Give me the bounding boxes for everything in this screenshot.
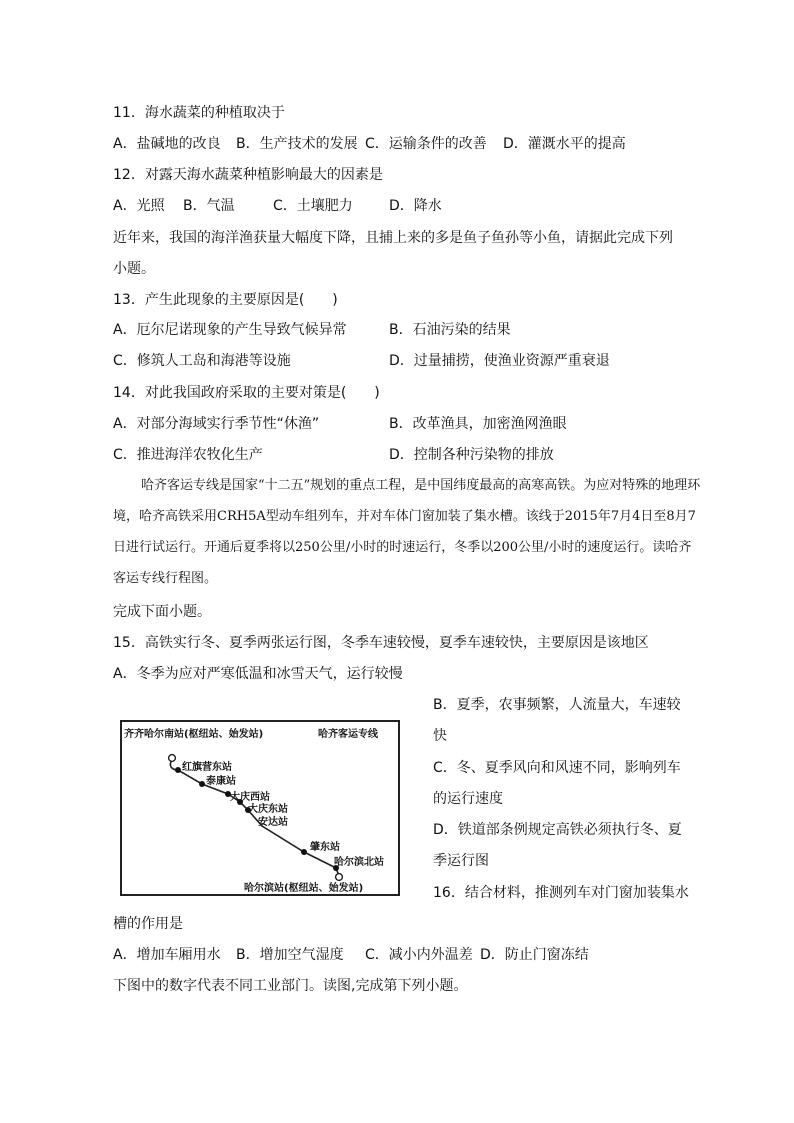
station-marker-taikang — [199, 781, 205, 787]
q12-option-d: D．降水 — [389, 198, 442, 214]
q16-option-a: A．增加车厢用水 — [113, 947, 221, 963]
passage-rail: 哈齐客运专线是国家“十二五”规划的重点工程，是中国纬度最高的高寒高铁。为应对特殊的地理环境，哈齐高铁采用CRH5A型动车组列车，并对车体门窗加装了集水槽。该线于2015年7月4日至8月7日进行试运行。开通后夏季将以250公里/小时的时速运行，冬季以200公里/小时的速度运行。读哈齐客运专线行程图。 — [113, 478, 701, 586]
station-label-hongqiyingdong: 红旗营东站 — [182, 762, 232, 773]
q12-stem: 12．对露天海水蔬菜种植影响最大的因素是 — [113, 167, 383, 183]
q14-stem: 14．对此我国政府采取的主要对策是( ) — [113, 385, 380, 401]
q12-option-c: C．土壤肥力 — [273, 198, 353, 214]
rail-route-map — [120, 720, 400, 896]
q11-stem: 11．海水蔬菜的种植取决于 — [113, 105, 285, 121]
passage-fishery-line1: 近年来，我国的海洋渔获量大幅度下降，且捕上来的多是鱼子鱼孙等小鱼，请据此完成下列 — [113, 230, 673, 246]
station-marker-hongqiyingdong — [175, 767, 181, 773]
station-label-zhaodong: 肇东站 — [310, 842, 340, 853]
q15-option-b-cont: 快 — [433, 728, 447, 744]
q15-option-a: A．冬季为应对严寒低温和冰雪天气，运行较慢 — [113, 666, 403, 682]
station-label-qiqihaernan: 齐齐哈尔南站(枢纽站、始发站) — [124, 729, 264, 740]
q11-option-d: D．灌溉水平的提高 — [503, 136, 626, 152]
q15-option-c: C．冬、夏季风向和风速不同，影响列车 — [433, 760, 681, 776]
q14-option-c: C．推进海洋农牧化生产 — [113, 447, 263, 463]
q15-stem: 15．高铁实行冬、夏季两张运行图，冬季车速较慢，夏季车速较快，主要原因是该地区 — [113, 635, 649, 651]
q14-option-a: A．对部分海域实行季节性“休渔” — [113, 416, 320, 432]
station-label-daqingxi: 大庆西站 — [230, 792, 270, 803]
q16-option-b: B．增加空气湿度 — [236, 947, 344, 963]
q13-option-d: D．过量捕捞，使渔业资源严重衰退 — [389, 353, 610, 369]
q15-option-b: B．夏季，农事频繁，人流量大，车速较 — [433, 697, 681, 713]
q14-option-d: D．控制各种污染物的排放 — [389, 447, 554, 463]
station-label-haerbinbei: 哈尔滨北站 — [334, 857, 384, 868]
q11-option-b: B．生产技术的发展 — [236, 136, 358, 152]
q13-option-a: A．厄尔尼诺现象的产生导致气候异常 — [113, 322, 347, 338]
q12-option-a: A．光照 — [113, 198, 165, 214]
q15-option-d: D．铁道部条例规定高铁必须执行冬、夏 — [433, 822, 682, 838]
station-label-daqingdong: 大庆东站 — [248, 804, 288, 815]
q11-option-c: C．运输条件的改善 — [365, 136, 487, 152]
q13-option-b: B．石油污染的结果 — [389, 322, 511, 338]
q16-stem: 16．结合材料，推测列车对门窗加装集水 — [433, 885, 689, 901]
q16-stem-cont: 槽的作用是 — [113, 916, 183, 932]
q15-option-c-cont: 的运行速度 — [433, 791, 503, 807]
station-label-haerbin: 哈尔滨站(枢纽站、始发站) — [244, 883, 364, 894]
station-label-taikang: 泰康站 — [206, 776, 236, 787]
q13-stem: 13．产生此现象的主要原因是( ) — [113, 292, 338, 308]
rail-line — [170, 760, 339, 876]
q13-option-c: C．修筑人工岛和海港等设施 — [113, 353, 291, 369]
terminal-north-marker — [169, 755, 176, 762]
q14-option-b: B．改革渔具，加密渔网渔眼 — [389, 416, 567, 432]
passage-rail-instruction: 完成下面小题。 — [113, 604, 211, 620]
q11-option-a: A．盐碱地的改良 — [113, 136, 221, 152]
passage-fishery-line2: 小题。 — [113, 261, 155, 277]
next-section-instruction: 下图中的数字代表不同工业部门。读图,完成第下列小题。 — [113, 978, 468, 994]
station-marker-zhaodong — [301, 849, 307, 855]
q16-option-c: C．减小内外温差 — [365, 947, 473, 963]
map-title: 哈齐客运专线 — [318, 729, 378, 740]
station-label-anda: 安达站 — [258, 817, 288, 828]
q15-option-d-cont: 季运行图 — [433, 853, 489, 869]
q12-option-b: B．气温 — [183, 198, 235, 214]
q16-option-d: D．防止门窗冻结 — [480, 947, 589, 963]
